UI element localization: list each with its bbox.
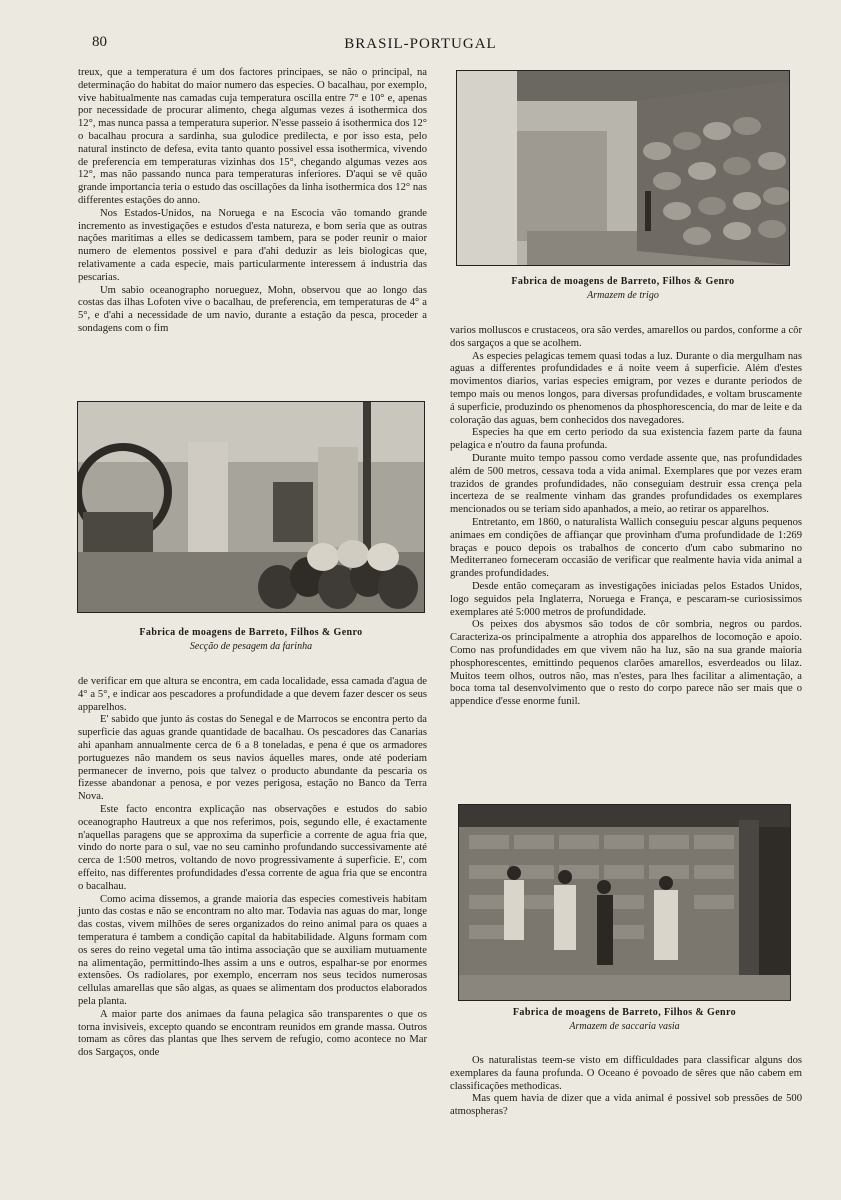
caption-wheat-warehouse: [456, 275, 790, 303]
paragraph: Especies ha que em certo periodo da sua existencia fazem parte da fauna pelagica e n'outro da fauna profunda.: [450, 427, 802, 452]
photo-empty-sacks-warehouse: [458, 804, 791, 1001]
paragraph: Os peixes dos abysmos são todos de côr sombria, negros ou pardos. Caracteriza-os principalmente a atrophia dos apparelhos de locomoção e apoio. Como nas profundidades em que vivem não ha luz, são na sua grande maioria phosphorescentes, emittindo pequenos clarões amarellos, esverdeados ou lilaz. Muitos teem olhos, outros não, mas n'estes, para lhes facilitar a alimentação, a boca toma tal desenvolvimento que o resto do corpo parece não ser mais que o appendice d'esse enorme funil.: [450, 619, 802, 708]
left-column-bottom: [78, 676, 427, 1060]
caption-subtitle: Secção de pesagem da farinha: [189, 641, 313, 652]
left-column-top: [78, 67, 427, 336]
caption-title: Fabrica de moagens de Barreto, Filhos & Genro: [511, 276, 735, 287]
right-column-middle: [450, 325, 802, 709]
paragraph: Nos Estados-Unidos, na Noruega e na Escocia vão tomando grande incremento as investigações e estudos d'esta natureza, e bom seria que as outras nações maritimas a elles se dedicassem tambem, para se poder reunir o maior numero de elementos possivel e para d'ahi deduzir as leis biologicas que, relativamente a cada especie, mais particularmente interessem á industria das pescarias.: [78, 207, 427, 283]
paragraph: Como acima dissemos, a grande maioria das especies comestiveis habitam junto das costas e não se encontram no alto mar. Todavia nas aguas do mar, longe das costas, vivem milhões de seres organizados do reino animal para os quaes a temperatura é tambem a condição capital da habitabilidade. Alguns formam com os seres do reino vegetal uma tão intima associação que se auxiliam mutuamente na alimentação, permittindo-lhes assim a uns e outros, espalhar-se por enormes extensões. Os radiolares, por exemplo, encerram nos seus tecidos numerosas cellulas amarellas que são algas, as quaes se alimentam dos productos elaborados pela planta.: [78, 893, 427, 1007]
caption-weighing-section: [77, 626, 425, 654]
caption-title: Fabrica de moagens de Barreto, Filhos & Genro: [512, 1007, 737, 1018]
paragraph: Os naturalistas teem-se visto em difficuldades para classificar alguns dos exemplares da fauna profunda. O Oceano é povoado de sêres que não cabem em classificações methodicas.: [450, 1055, 802, 1092]
caption-subtitle: Armazem de saccaria vasia: [569, 1021, 680, 1032]
caption-subtitle: Armazem de trigo: [587, 290, 659, 301]
photo-weighing-section: [77, 401, 425, 613]
paragraph: As especies pelagicas temem quasi todas a luz. Durante o dia mergulham nas aguas a differentes profundidades e á noite veem á superficie. Além d'estes movimentos diarios, varias especies emigram, por vezes e durante periodos de tempo mais ou menos longos, para diversas profundidades, e voltam bruscamente á superficie, produzindo os phenomenos da phosphorescencia, do mar de leite e da coloração das aguas, bem conhecidos dos navegadores.: [450, 350, 802, 426]
right-column-bottom: [450, 1055, 802, 1119]
paragraph: de verificar em que altura se encontra, em cada localidade, essa camada d'agua de 4° a 5°, e indicar aos pescadores a profundidade a que devem fazer descer os seus apparelhos.: [78, 676, 427, 713]
journal-title: BRASIL-PORTUGAL: [344, 36, 497, 52]
paragraph: Desde então começaram as investigações iniciadas pelos Estados Unidos, logo seguidos pela Inglaterra, Noruega e França, e pescaram-se curiosissimos exemplares até 5:000 metros de profundidade.: [450, 580, 802, 618]
paragraph: treux, que a temperatura é um dos factores principaes, se não o principal, na determinação do habitat do maior numero das especies. O bacalhau, por exemplo, vive habitualmente nas camadas cuja temperatura oscilla entre 7° e 10° e, apenas por necessidade de procurar alimento, chega algumas vezes á isothermica dos 12°, mas nunca passa a temperatura superior. N'esse passeio á isothermica dos 12° o bacalhau procura a sardinha, sua gulodice predilecta, e por isso esta, pelo natural instincto de defesa, evita tanto quanto possivel essa isothermica, vivendo de preferencia em temperaturas vizinhas dos 15°, chegando algumas vezes aos 12°, mas não passando nunca para temperaturas inferiores. D'aqui se vê quão grande importancia teria o estudo das oscillações da linha isothermica dos 12° nas differentes estações do anno.: [78, 67, 427, 206]
paragraph: Durante muito tempo passou como verdade assente que, nas profundidades além de 500 metros, cessava toda a vida animal. Exemplares que por vezes eram trazidos de grandes profundidades, não conseguiam destruir essa crença pela incerteza de se realmente vinham das grandes profundidades os exemplares mencionados ou se teriam sido apanhados, a meio, ao retirar os apparelhos.: [450, 452, 802, 516]
paragraph: varios molluscos e crustaceos, ora são verdes, amarellos ou pardos, conforme a côr dos sargaços a que se acolhem.: [450, 325, 802, 349]
caption-title: Fabrica de moagens de Barreto, Filhos & Genro: [139, 627, 363, 638]
photo-wheat-warehouse: [456, 70, 790, 266]
paragraph: Entretanto, em 1860, o naturalista Wallich conseguiu pescar alguns pequenos animaes em condições de affiançar que provinham d'uma profundidade de 1:269 braças e pouco depois os trabalhos de concerto d'um cabo submarino no Mediterraneo forneceram occasião de verificar que realmente havia vida animal a grandes profundidades.: [450, 516, 802, 580]
page-number: 80: [92, 34, 107, 50]
paragraph: Um sabio oceanographo norueguez, Mohn, observou que ao longo das costas das ilhas Lofoten vive o bacalhau, de preferencia, em temperaturas de 4° a 5°, e d'ahi a necessidade de um navio, durante a estação da pesca, proceder a sondagens com o fim: [78, 284, 427, 334]
paragraph: A maior parte dos animaes da fauna pelagica são transparentes o que os torna invisiveis, excepto quando se encontram reunidos em grande massa. Outros tomam as côres das plantas que lhes servem de refugio, como acontece no Mar dos Sargaços, onde: [78, 1008, 427, 1059]
paragraph: Mas quem havia de dizer que a vida animal é possivel sob pressões de 500 atmospheras?: [450, 1093, 802, 1118]
caption-empty-sacks-warehouse: [458, 1006, 791, 1034]
paragraph: E' sabido que junto ás costas do Senegal e de Marrocos se encontra perto da superficie das aguas grande quantidade de bacalhau. Os pescadores das Canarias ahi apanham annualmente cerca de 6 a 8 toneladas, e pena é que os armadores portuguezes não mandem os seus navios áquelles mares, onde até poderiam permanecer de inverno, pois que talvez o producto abundante da pescaria os fizesse abandonar a penosa, e por vezes perigosa, estação no Banco da Terra Nova.: [78, 714, 427, 803]
paragraph: Este facto encontra explicação nas observações e estudos do sabio oceanographo Hautreux a que nos referimos, pois, segundo elle, é exactamente n'aquellas paragens que se approxima da superficie a corrente de agua fria que, vindo do norte para o sul, vae no seu caminho profundando successivamente até cerca de 1:500 metros, voltando de novo progressivamente á superficie. E', com effeito, nas differentes profundidades d'essa corrente de agua fria que se encontra o bacalhau.: [78, 803, 427, 892]
